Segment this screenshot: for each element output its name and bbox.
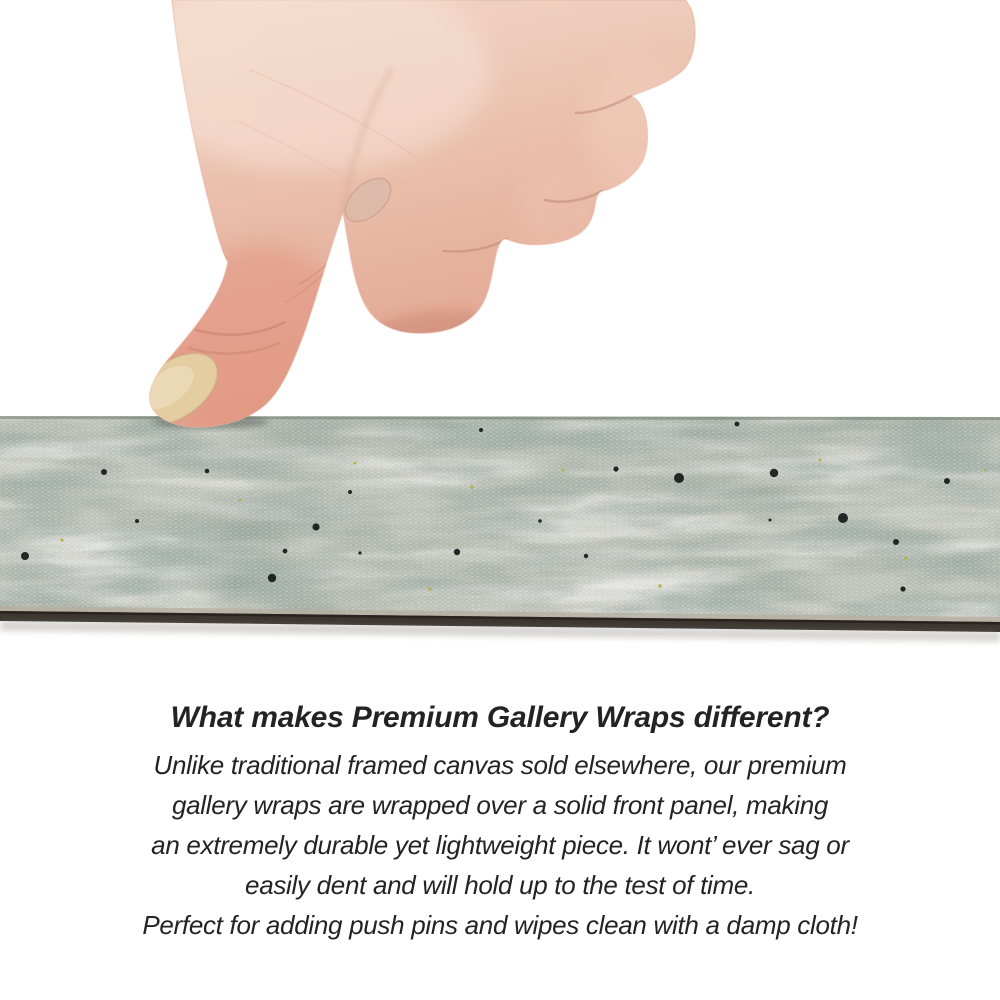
info-line-2: gallery wraps are wrapped over a solid front panel, making	[171, 790, 829, 820]
canvas-wrap-edge-image	[0, 410, 1000, 642]
hand-pressing-thumb-image	[108, 0, 695, 475]
info-title: What makes Premium Gallery Wraps different?	[170, 701, 830, 734]
info-line-4: easily dent and will hold up to the test of time.	[245, 870, 755, 900]
info-line-3: an extremely durable yet lightweight piece. It wont’ ever sag or	[151, 830, 849, 860]
info-line-5: Perfect for adding push pins and wipes clean with a damp cloth!	[142, 910, 858, 940]
info-text-block	[0, 701, 1000, 945]
info-line-1: Unlike traditional framed canvas sold elsewhere, our premium	[153, 750, 847, 780]
